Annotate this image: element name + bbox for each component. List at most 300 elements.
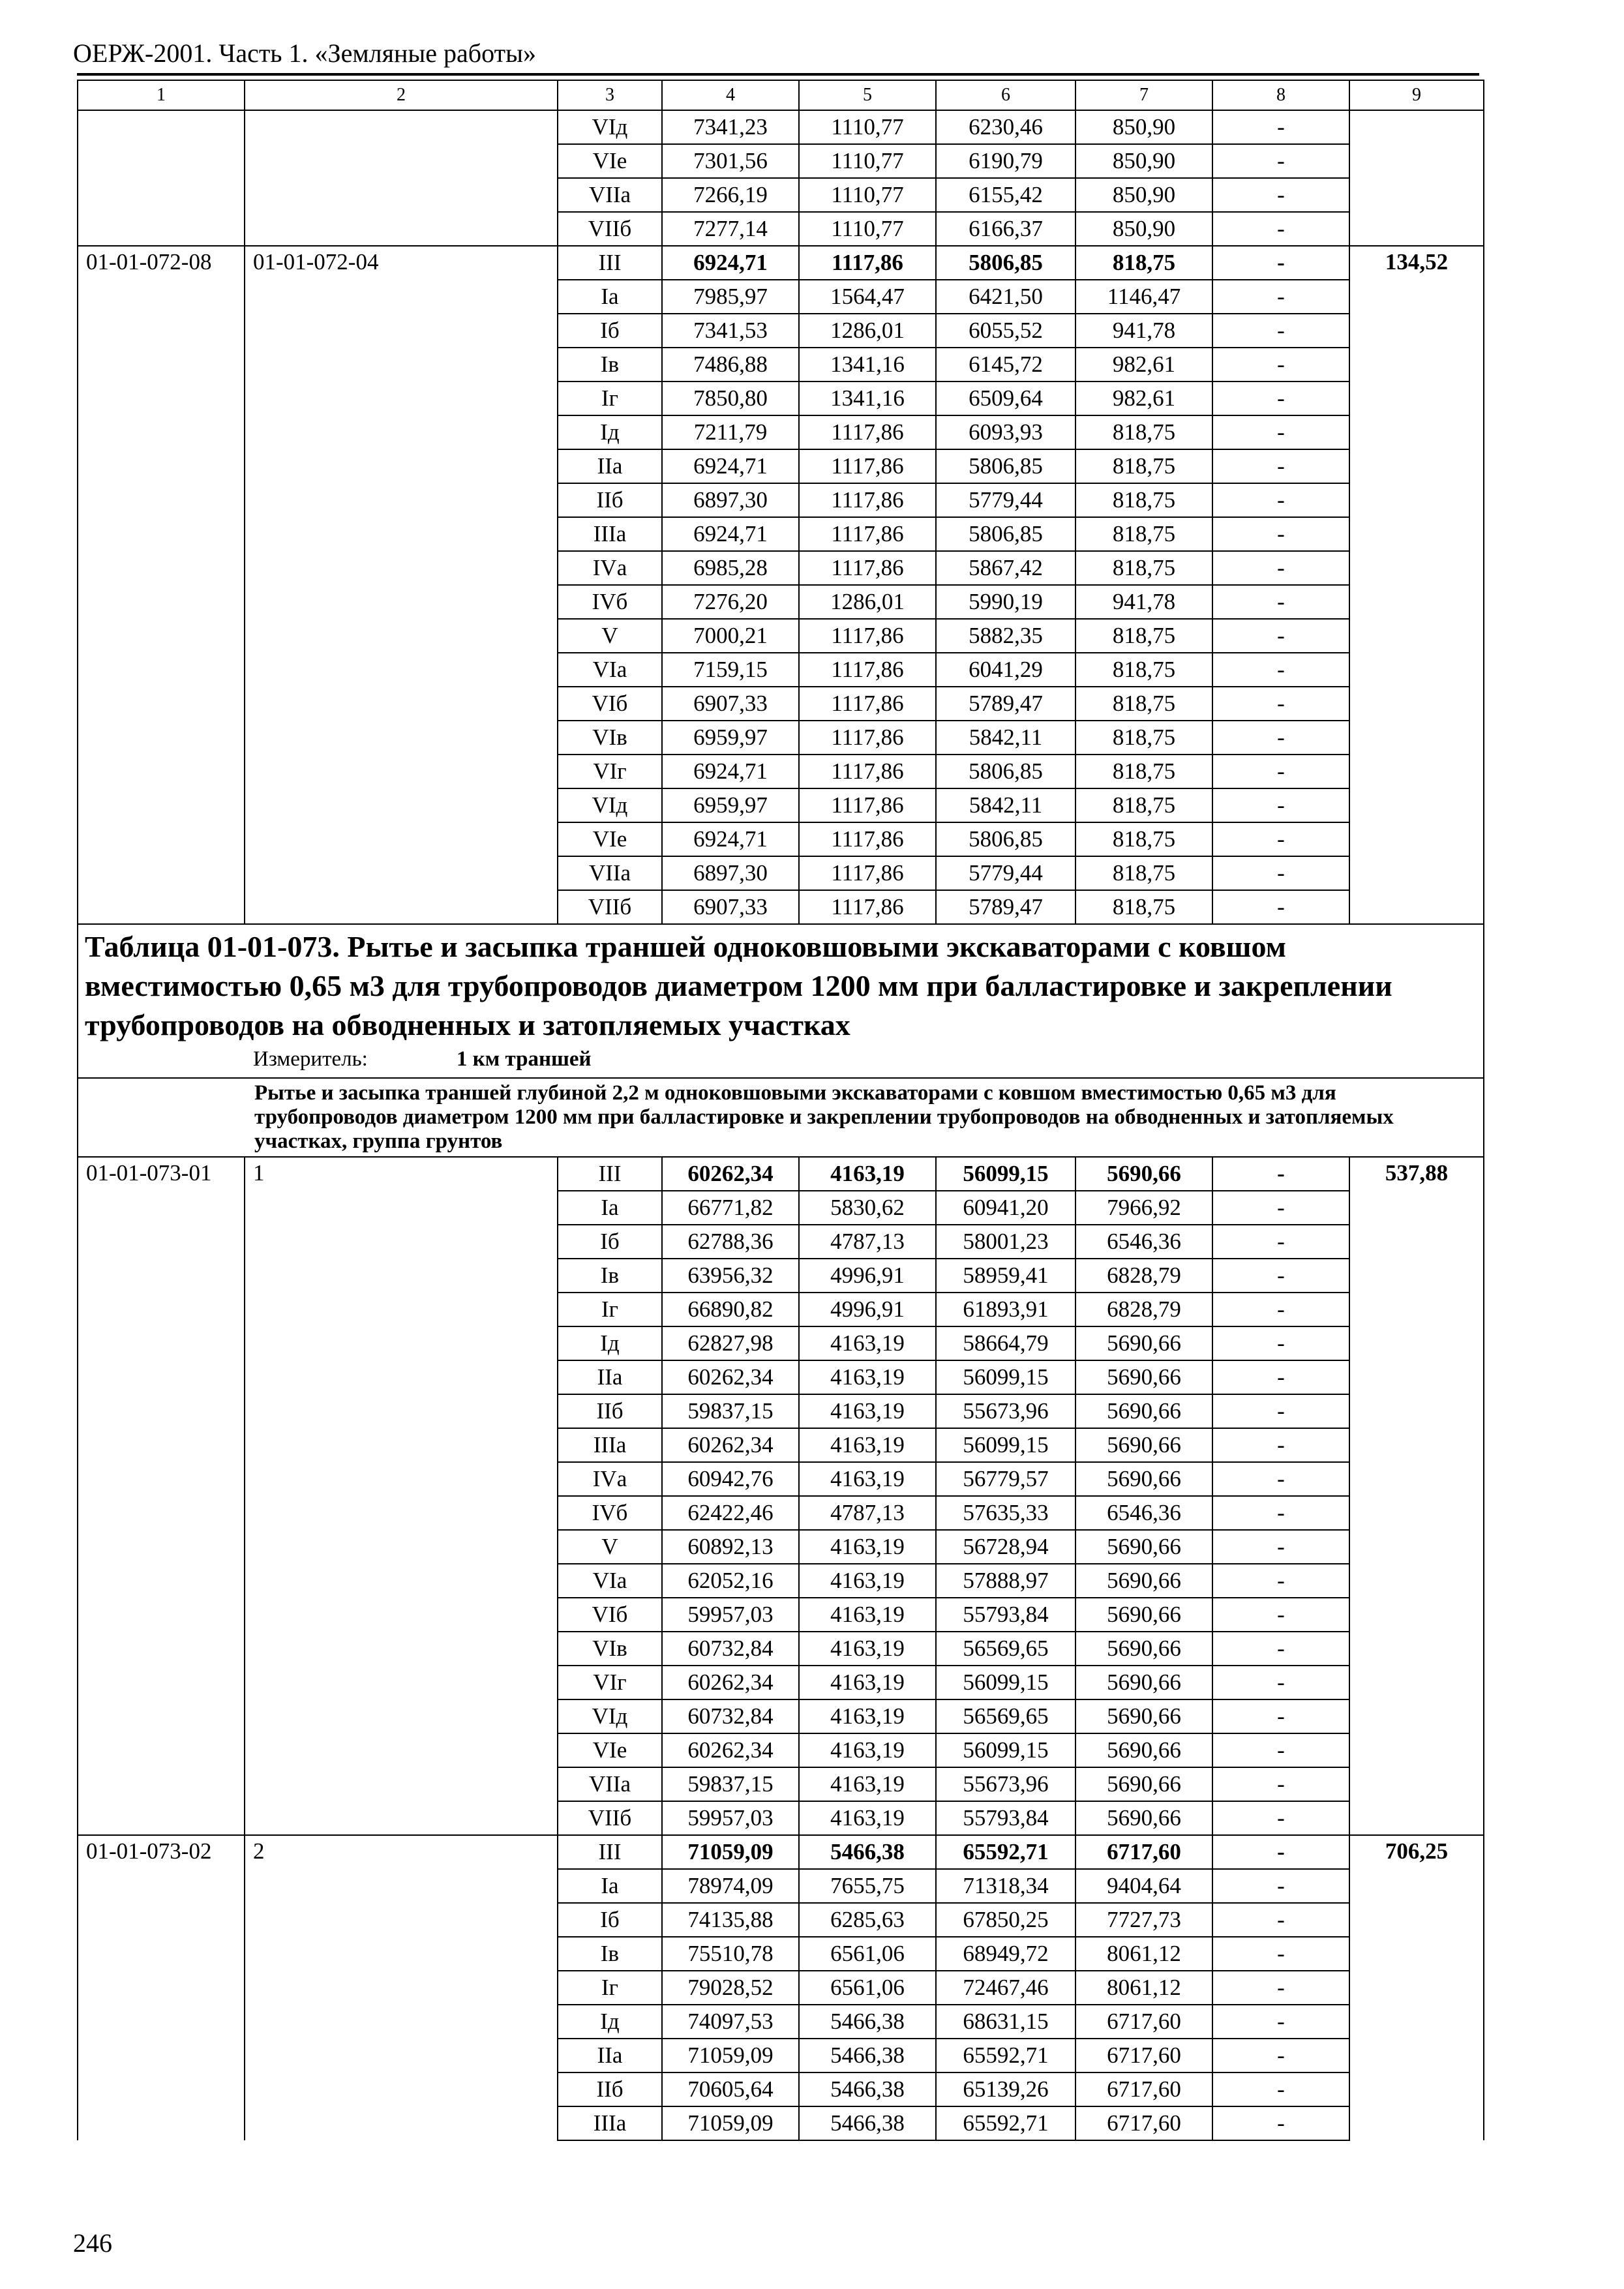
value-cell: -	[1212, 1428, 1349, 1462]
value-cell: 56099,15	[936, 1733, 1075, 1767]
value-cell: 6230,46	[936, 110, 1075, 144]
soil-group: Iа	[558, 280, 662, 314]
value-cell: 1117,86	[799, 483, 936, 517]
value-cell: -	[1212, 1496, 1349, 1530]
value-cell: 1117,86	[799, 788, 936, 822]
value-cell: 4996,91	[799, 1293, 936, 1326]
value-cell: 60262,34	[662, 1157, 799, 1191]
value-cell: 850,90	[1075, 144, 1212, 178]
value-cell: 6093,93	[936, 415, 1075, 449]
value-cell: 1117,86	[799, 856, 936, 890]
value-cell: 6924,71	[662, 755, 799, 788]
value-cell: 5690,66	[1075, 1428, 1212, 1462]
value-cell: -	[1212, 382, 1349, 415]
value-cell: 5690,66	[1075, 1564, 1212, 1598]
value-cell: 56728,94	[936, 1530, 1075, 1564]
value-cell: 75510,78	[662, 1937, 799, 1971]
value-cell: 5690,66	[1075, 1157, 1212, 1191]
value-cell: -	[1212, 1326, 1349, 1360]
value-cell: 5466,38	[799, 2072, 936, 2106]
value-cell: -	[1212, 1530, 1349, 1564]
value-cell: 1117,86	[799, 415, 936, 449]
value-cell: 74097,53	[662, 2005, 799, 2039]
rate-reference	[245, 110, 558, 246]
value-cell: 6907,33	[662, 890, 799, 924]
table-row	[78, 1157, 1484, 1191]
value-cell: 982,61	[1075, 348, 1212, 382]
value-cell: -	[1212, 110, 1349, 144]
value-cell: -	[1212, 415, 1349, 449]
value-cell: 7486,88	[662, 348, 799, 382]
value-cell: -	[1212, 1801, 1349, 1835]
value-cell: 6190,79	[936, 144, 1075, 178]
value-cell: 55673,96	[936, 1767, 1075, 1801]
rate-code: 01-01-073-01	[78, 1157, 245, 1835]
value-cell: 67850,25	[936, 1903, 1075, 1937]
value-cell: 4163,19	[799, 1733, 936, 1767]
value-cell: 6546,36	[1075, 1225, 1212, 1259]
soil-group: VIе	[558, 1733, 662, 1767]
value-cell: -	[1212, 348, 1349, 382]
value-cell: -	[1212, 585, 1349, 619]
page-number: 246	[73, 2228, 112, 2258]
value-cell: 982,61	[1075, 382, 1212, 415]
column-header: 5	[799, 80, 936, 110]
value-cell: 55673,96	[936, 1394, 1075, 1428]
value-cell: 5466,38	[799, 1835, 936, 1869]
value-cell: 1341,16	[799, 382, 936, 415]
value-cell: -	[1212, 1225, 1349, 1259]
rate-reference: 2	[245, 1835, 558, 2140]
value-cell: 4163,19	[799, 1767, 936, 1801]
value-cell: 4163,19	[799, 1462, 936, 1496]
value-cell: -	[1212, 2039, 1349, 2072]
value-cell: 1117,86	[799, 721, 936, 755]
value-cell: 78974,09	[662, 1869, 799, 1903]
value-cell: 6828,79	[1075, 1293, 1212, 1326]
value-cell: -	[1212, 619, 1349, 653]
value-cell: 1286,01	[799, 314, 936, 348]
value-cell: -	[1212, 1632, 1349, 1666]
value-cell: 6717,60	[1075, 2072, 1212, 2106]
table-row	[78, 246, 1484, 280]
value-cell: 5690,66	[1075, 1767, 1212, 1801]
rate-total: 134,52	[1349, 246, 1484, 924]
value-cell: 818,75	[1075, 415, 1212, 449]
value-cell: -	[1212, 1937, 1349, 1971]
soil-group: VIIа	[558, 178, 662, 212]
value-cell: 60892,13	[662, 1530, 799, 1564]
value-cell: 60941,20	[936, 1191, 1075, 1225]
value-cell: 66771,82	[662, 1191, 799, 1225]
value-cell: 6717,60	[1075, 1835, 1212, 1869]
soil-group: IIIа	[558, 1428, 662, 1462]
soil-group: VIд	[558, 788, 662, 822]
value-cell: 1110,77	[799, 178, 936, 212]
value-cell: 5806,85	[936, 246, 1075, 280]
value-cell: 6717,60	[1075, 2039, 1212, 2072]
value-cell: 6546,36	[1075, 1496, 1212, 1530]
value-cell: 71318,34	[936, 1869, 1075, 1903]
soil-group: IIб	[558, 483, 662, 517]
value-cell: -	[1212, 144, 1349, 178]
value-cell: 5779,44	[936, 483, 1075, 517]
value-cell: 5690,66	[1075, 1632, 1212, 1666]
value-cell: 5990,19	[936, 585, 1075, 619]
table-section	[78, 924, 1484, 1157]
value-cell: -	[1212, 1767, 1349, 1801]
value-cell: 6717,60	[1075, 2005, 1212, 2039]
value-cell: 6924,71	[662, 246, 799, 280]
value-cell: 6145,72	[936, 348, 1075, 382]
value-cell: 79028,52	[662, 1971, 799, 2005]
value-cell: 59837,15	[662, 1394, 799, 1428]
value-cell: 6828,79	[1075, 1259, 1212, 1293]
soil-group: VIе	[558, 822, 662, 856]
soil-group: III	[558, 1835, 662, 1869]
soil-group: VIв	[558, 721, 662, 755]
value-cell: 1341,16	[799, 348, 936, 382]
soil-group: VIIб	[558, 212, 662, 246]
value-cell: 1286,01	[799, 585, 936, 619]
value-cell: 6959,97	[662, 721, 799, 755]
value-cell: 818,75	[1075, 856, 1212, 890]
value-cell: 57635,33	[936, 1496, 1075, 1530]
value-cell: 1146,47	[1075, 280, 1212, 314]
soil-group: IIб	[558, 2072, 662, 2106]
value-cell: 62422,46	[662, 1496, 799, 1530]
column-header: 8	[1212, 80, 1349, 110]
value-cell: 7276,20	[662, 585, 799, 619]
rate-total	[1349, 110, 1484, 246]
value-cell: 1564,47	[799, 280, 936, 314]
section-title-row	[78, 924, 1484, 1078]
rate-reference: 01-01-072-04	[245, 246, 558, 924]
table-body-bottom	[78, 1157, 1484, 2140]
value-cell: 65592,71	[936, 1835, 1075, 1869]
table-row	[78, 1835, 1484, 1869]
value-cell: 7000,21	[662, 619, 799, 653]
soil-group: VIб	[558, 687, 662, 721]
value-cell: 1117,86	[799, 890, 936, 924]
value-cell: -	[1212, 483, 1349, 517]
value-cell: -	[1212, 788, 1349, 822]
section-title-cell	[78, 924, 1484, 1078]
value-cell: 7301,56	[662, 144, 799, 178]
value-cell: 7159,15	[662, 653, 799, 687]
table-body-top	[78, 80, 1484, 924]
value-cell: 4163,19	[799, 1598, 936, 1632]
value-cell: -	[1212, 1869, 1349, 1903]
value-cell: 6985,28	[662, 551, 799, 585]
value-cell: 6509,64	[936, 382, 1075, 415]
value-cell: 56099,15	[936, 1428, 1075, 1462]
value-cell: 58959,41	[936, 1259, 1075, 1293]
value-cell: 60262,34	[662, 1733, 799, 1767]
soil-group: VIг	[558, 755, 662, 788]
rate-total: 706,25	[1349, 1835, 1484, 2140]
value-cell: 4163,19	[799, 1394, 936, 1428]
value-cell: 60262,34	[662, 1666, 799, 1699]
value-cell: 6924,71	[662, 822, 799, 856]
value-cell: 66890,82	[662, 1293, 799, 1326]
soil-group: IVа	[558, 1462, 662, 1496]
section-description: Рытье и засыпка траншей глубиной 2,2 м одноковшовыми экскаваторами с ковшом вместимостью 0,65 м3 для трубопроводов диаметром 1200 мм при балластировке и закреплении трубопроводов на обводненных и затопляемых участках, группа грунтов	[78, 1078, 1484, 1157]
soil-group: VIа	[558, 1564, 662, 1598]
column-header-row	[78, 80, 1484, 110]
value-cell: 55793,84	[936, 1598, 1075, 1632]
soil-group: IIа	[558, 1360, 662, 1394]
rates-table	[77, 80, 1484, 2141]
soil-group: Iд	[558, 415, 662, 449]
rate-code: 01-01-072-08	[78, 246, 245, 924]
column-header: 9	[1349, 80, 1484, 110]
value-cell: 818,75	[1075, 788, 1212, 822]
value-cell: 6285,63	[799, 1903, 936, 1937]
measure-value: 1 км траншей	[457, 1047, 592, 1071]
value-cell: 8061,12	[1075, 1971, 1212, 2005]
value-cell: 7985,97	[662, 280, 799, 314]
value-cell: 4163,19	[799, 1801, 936, 1835]
value-cell: 6421,50	[936, 280, 1075, 314]
value-cell: 4163,19	[799, 1564, 936, 1598]
value-cell: 56779,57	[936, 1462, 1075, 1496]
value-cell: 850,90	[1075, 178, 1212, 212]
value-cell: -	[1212, 449, 1349, 483]
value-cell: 1117,86	[799, 653, 936, 687]
column-header: 7	[1075, 80, 1212, 110]
value-cell: 6041,29	[936, 653, 1075, 687]
value-cell: 4787,13	[799, 1496, 936, 1530]
soil-group: VIIб	[558, 890, 662, 924]
value-cell: -	[1212, 1191, 1349, 1225]
soil-group: IIа	[558, 2039, 662, 2072]
column-header: 2	[245, 80, 558, 110]
value-cell: -	[1212, 1157, 1349, 1191]
value-cell: 72467,46	[936, 1971, 1075, 2005]
value-cell: 9404,64	[1075, 1869, 1212, 1903]
soil-group: Iд	[558, 2005, 662, 2039]
value-cell: 65139,26	[936, 2072, 1075, 2106]
value-cell: 5806,85	[936, 822, 1075, 856]
page-header: ОЕРЖ-2001. Часть 1. «Земляные работы»	[73, 38, 536, 68]
value-cell: 5690,66	[1075, 1326, 1212, 1360]
value-cell: 56099,15	[936, 1360, 1075, 1394]
value-cell: -	[1212, 314, 1349, 348]
value-cell: 5789,47	[936, 890, 1075, 924]
value-cell: 5690,66	[1075, 1699, 1212, 1733]
value-cell: -	[1212, 1699, 1349, 1733]
column-header: 3	[558, 80, 662, 110]
value-cell: 818,75	[1075, 822, 1212, 856]
column-header: 1	[78, 80, 245, 110]
soil-group: IVа	[558, 551, 662, 585]
value-cell: 60942,76	[662, 1462, 799, 1496]
value-cell: -	[1212, 2072, 1349, 2106]
value-cell: -	[1212, 551, 1349, 585]
value-cell: 60262,34	[662, 1428, 799, 1462]
value-cell: 5466,38	[799, 2106, 936, 2140]
value-cell: -	[1212, 653, 1349, 687]
value-cell: 1117,86	[799, 449, 936, 483]
value-cell: -	[1212, 2106, 1349, 2140]
column-header: 6	[936, 80, 1075, 110]
value-cell: 850,90	[1075, 110, 1212, 144]
soil-group: Iв	[558, 1937, 662, 1971]
rate-code	[78, 110, 245, 246]
value-cell: -	[1212, 1835, 1349, 1869]
value-cell: 1117,86	[799, 517, 936, 551]
soil-group: IVб	[558, 1496, 662, 1530]
measure-label: Измеритель:	[253, 1047, 368, 1071]
value-cell: 5690,66	[1075, 1598, 1212, 1632]
value-cell: -	[1212, 1971, 1349, 2005]
value-cell: 818,75	[1075, 517, 1212, 551]
value-cell: 818,75	[1075, 246, 1212, 280]
value-cell: 5690,66	[1075, 1360, 1212, 1394]
value-cell: -	[1212, 1564, 1349, 1598]
soil-group: V	[558, 619, 662, 653]
value-cell: 6717,60	[1075, 2106, 1212, 2140]
value-cell: 5466,38	[799, 2005, 936, 2039]
value-cell: 65592,71	[936, 2039, 1075, 2072]
value-cell: 5690,66	[1075, 1394, 1212, 1428]
value-cell: 6055,52	[936, 314, 1075, 348]
column-header: 4	[662, 80, 799, 110]
value-cell: 7277,14	[662, 212, 799, 246]
value-cell: 7850,80	[662, 382, 799, 415]
value-cell: 5830,62	[799, 1191, 936, 1225]
value-cell: 5690,66	[1075, 1801, 1212, 1835]
soil-group: III	[558, 1157, 662, 1191]
value-cell: 60732,84	[662, 1632, 799, 1666]
value-cell: 5466,38	[799, 2039, 936, 2072]
soil-group: IIб	[558, 1394, 662, 1428]
value-cell: 58664,79	[936, 1326, 1075, 1360]
soil-group: III	[558, 246, 662, 280]
value-cell: 818,75	[1075, 619, 1212, 653]
value-cell: 5842,11	[936, 788, 1075, 822]
value-cell: -	[1212, 1259, 1349, 1293]
value-cell: 5690,66	[1075, 1530, 1212, 1564]
soil-group: VIг	[558, 1666, 662, 1699]
soil-group: Iб	[558, 1903, 662, 1937]
value-cell: 59957,03	[662, 1801, 799, 1835]
measure-line	[85, 1045, 1477, 1073]
value-cell: -	[1212, 687, 1349, 721]
value-cell: -	[1212, 1903, 1349, 1937]
soil-group: VIб	[558, 1598, 662, 1632]
value-cell: 1110,77	[799, 110, 936, 144]
value-cell: 62827,98	[662, 1326, 799, 1360]
value-cell: 4787,13	[799, 1225, 936, 1259]
value-cell: 7211,79	[662, 415, 799, 449]
value-cell: 1117,86	[799, 822, 936, 856]
soil-group: Iб	[558, 1225, 662, 1259]
value-cell: 6561,06	[799, 1971, 936, 2005]
value-cell: 6155,42	[936, 178, 1075, 212]
value-cell: 6959,97	[662, 788, 799, 822]
value-cell: 818,75	[1075, 687, 1212, 721]
value-cell: 71059,09	[662, 1835, 799, 1869]
soil-group: VIе	[558, 144, 662, 178]
value-cell: 71059,09	[662, 2106, 799, 2140]
value-cell: 1117,86	[799, 246, 936, 280]
value-cell: 1110,77	[799, 212, 936, 246]
value-cell: 5842,11	[936, 721, 1075, 755]
value-cell: -	[1212, 755, 1349, 788]
value-cell: 62052,16	[662, 1564, 799, 1598]
rates-table-container	[77, 80, 1483, 2141]
value-cell: 6897,30	[662, 483, 799, 517]
value-cell: 59837,15	[662, 1767, 799, 1801]
value-cell: 6924,71	[662, 517, 799, 551]
soil-group: Iа	[558, 1869, 662, 1903]
value-cell: 1110,77	[799, 144, 936, 178]
value-cell: 941,78	[1075, 314, 1212, 348]
value-cell: 818,75	[1075, 483, 1212, 517]
soil-group: VIд	[558, 110, 662, 144]
section-description-row	[78, 1078, 1484, 1157]
value-cell: -	[1212, 721, 1349, 755]
soil-group: VIIа	[558, 856, 662, 890]
value-cell: 70605,64	[662, 2072, 799, 2106]
value-cell: 59957,03	[662, 1598, 799, 1632]
value-cell: 65592,71	[936, 2106, 1075, 2140]
soil-group: VIа	[558, 653, 662, 687]
value-cell: 818,75	[1075, 653, 1212, 687]
soil-group: Iв	[558, 348, 662, 382]
value-cell: 5690,66	[1075, 1462, 1212, 1496]
value-cell: 6166,37	[936, 212, 1075, 246]
value-cell: 818,75	[1075, 551, 1212, 585]
value-cell: 60262,34	[662, 1360, 799, 1394]
value-cell: 1117,86	[799, 551, 936, 585]
value-cell: 5690,66	[1075, 1666, 1212, 1699]
value-cell: 7341,23	[662, 110, 799, 144]
value-cell: 4996,91	[799, 1259, 936, 1293]
value-cell: 818,75	[1075, 890, 1212, 924]
value-cell: 6897,30	[662, 856, 799, 890]
value-cell: -	[1212, 212, 1349, 246]
soil-group: Iа	[558, 1191, 662, 1225]
value-cell: 818,75	[1075, 755, 1212, 788]
value-cell: 5867,42	[936, 551, 1075, 585]
soil-group: Iг	[558, 1971, 662, 2005]
value-cell: 4163,19	[799, 1428, 936, 1462]
value-cell: 7727,73	[1075, 1903, 1212, 1937]
soil-group: VIIа	[558, 1767, 662, 1801]
value-cell: 7341,53	[662, 314, 799, 348]
soil-group: VIIб	[558, 1801, 662, 1835]
value-cell: -	[1212, 1394, 1349, 1428]
soil-group: IIа	[558, 449, 662, 483]
value-cell: 850,90	[1075, 212, 1212, 246]
value-cell: 5882,35	[936, 619, 1075, 653]
soil-group: V	[558, 1530, 662, 1564]
value-cell: -	[1212, 1733, 1349, 1767]
value-cell: 58001,23	[936, 1225, 1075, 1259]
value-cell: 63956,32	[662, 1259, 799, 1293]
value-cell: 7266,19	[662, 178, 799, 212]
value-cell: -	[1212, 178, 1349, 212]
soil-group: Iг	[558, 1293, 662, 1326]
soil-group: IVб	[558, 585, 662, 619]
value-cell: -	[1212, 517, 1349, 551]
value-cell: 56569,65	[936, 1699, 1075, 1733]
value-cell: 6907,33	[662, 687, 799, 721]
value-cell: -	[1212, 1598, 1349, 1632]
